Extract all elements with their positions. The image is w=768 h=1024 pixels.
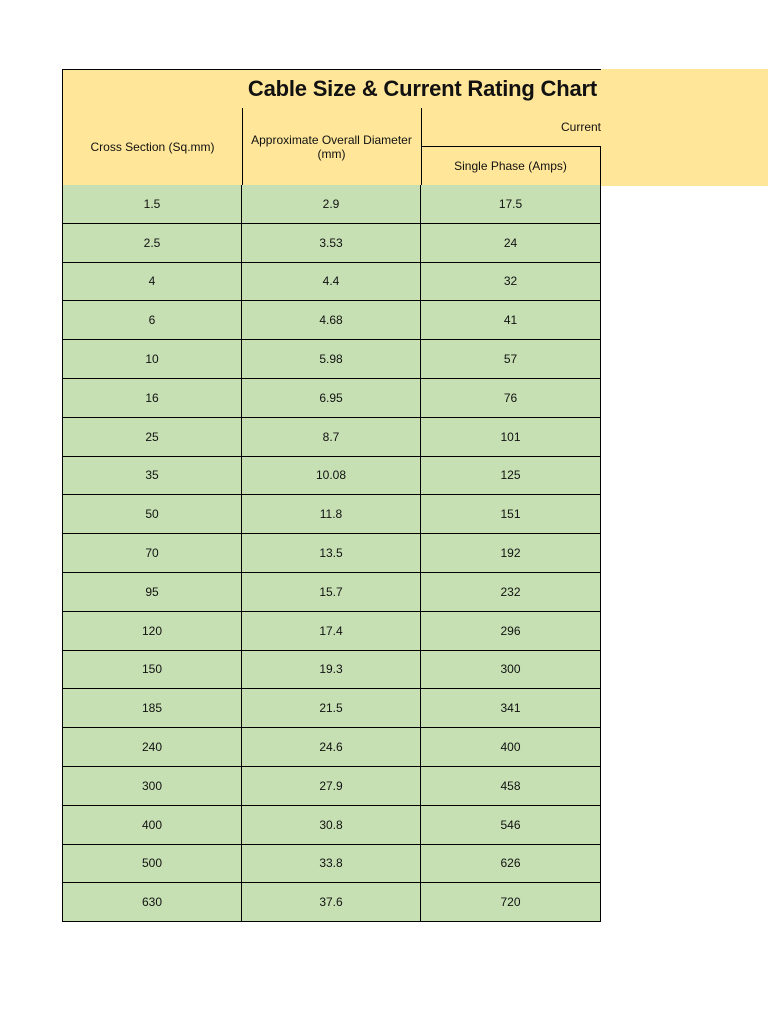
table-body [62,185,601,922]
cell-diameter: 30.8 [242,806,421,845]
table-row [62,301,601,340]
header-diameter: Approximate Overall Diameter (mm) [242,108,422,186]
table-row [62,418,601,457]
cell-cross-section: 35 [62,457,242,496]
cell-cross-section: 70 [62,534,242,573]
table-row [62,224,601,263]
cell-single-phase: 192 [421,534,601,573]
cell-diameter: 4.68 [242,301,421,340]
cell-single-phase: 400 [421,728,601,767]
cell-cross-section: 6 [62,301,242,340]
cell-single-phase: 458 [421,767,601,806]
cell-diameter: 13.5 [242,534,421,573]
cell-diameter: 8.7 [242,418,421,457]
table-row [62,457,601,496]
cell-cross-section: 1.5 [62,185,242,224]
cell-diameter: 11.8 [242,495,421,534]
table-row [62,728,601,767]
cell-single-phase: 125 [421,457,601,496]
table-row [62,340,601,379]
table-row [62,534,601,573]
cell-diameter: 27.9 [242,767,421,806]
table-header [62,108,601,186]
cell-diameter: 3.53 [242,224,421,263]
cell-single-phase: 232 [421,573,601,612]
cell-single-phase: 101 [421,418,601,457]
cell-diameter: 10.08 [242,457,421,496]
header-current-group: Current [421,108,601,147]
table-row [62,845,601,884]
cell-single-phase: 341 [421,689,601,728]
cell-cross-section: 95 [62,573,242,612]
cell-cross-section: 2.5 [62,224,242,263]
table-row [62,806,601,845]
header-cross-section: Cross Section (Sq.mm) [62,108,243,186]
table-row [62,651,601,690]
table-row [62,185,601,224]
cell-diameter: 17.4 [242,612,421,651]
table-row [62,612,601,651]
cell-single-phase: 626 [421,845,601,884]
table-title-cell [62,69,601,109]
cell-single-phase: 720 [421,883,601,922]
cell-cross-section: 400 [62,806,242,845]
cell-diameter: 24.6 [242,728,421,767]
cell-single-phase: 32 [421,263,601,302]
cell-cross-section: 10 [62,340,242,379]
cell-diameter: 33.8 [242,845,421,884]
cell-single-phase: 296 [421,612,601,651]
cell-cross-section: 16 [62,379,242,418]
cell-cross-section: 300 [62,767,242,806]
table-row [62,495,601,534]
cell-single-phase: 546 [421,806,601,845]
cell-cross-section: 120 [62,612,242,651]
cell-single-phase: 17.5 [421,185,601,224]
table-row [62,689,601,728]
table-row [62,767,601,806]
cell-cross-section: 50 [62,495,242,534]
cell-cross-section: 500 [62,845,242,884]
cell-diameter: 15.7 [242,573,421,612]
table-title: Cable Size & Current Rating Chart [247,76,597,101]
cell-cross-section: 630 [62,883,242,922]
cell-diameter: 5.98 [242,340,421,379]
cell-diameter: 19.3 [242,651,421,690]
cell-cross-section: 25 [62,418,242,457]
header-band-fill [600,108,768,186]
cell-diameter: 6.95 [242,379,421,418]
table-row [62,263,601,302]
cell-cross-section: 185 [62,689,242,728]
cell-single-phase: 76 [421,379,601,418]
cell-single-phase: 151 [421,495,601,534]
cell-cross-section: 150 [62,651,242,690]
cell-diameter: 2.9 [242,185,421,224]
cell-diameter: 37.6 [242,883,421,922]
cell-single-phase: 24 [421,224,601,263]
cell-cross-section: 4 [62,263,242,302]
cell-diameter: 21.5 [242,689,421,728]
table-row [62,379,601,418]
table-row [62,883,601,922]
cell-diameter: 4.4 [242,263,421,302]
header-single-phase: Single Phase (Amps) [421,146,601,186]
cell-single-phase: 57 [421,340,601,379]
cell-single-phase: 41 [421,301,601,340]
cell-cross-section: 240 [62,728,242,767]
cell-single-phase: 300 [421,651,601,690]
table-row [62,573,601,612]
